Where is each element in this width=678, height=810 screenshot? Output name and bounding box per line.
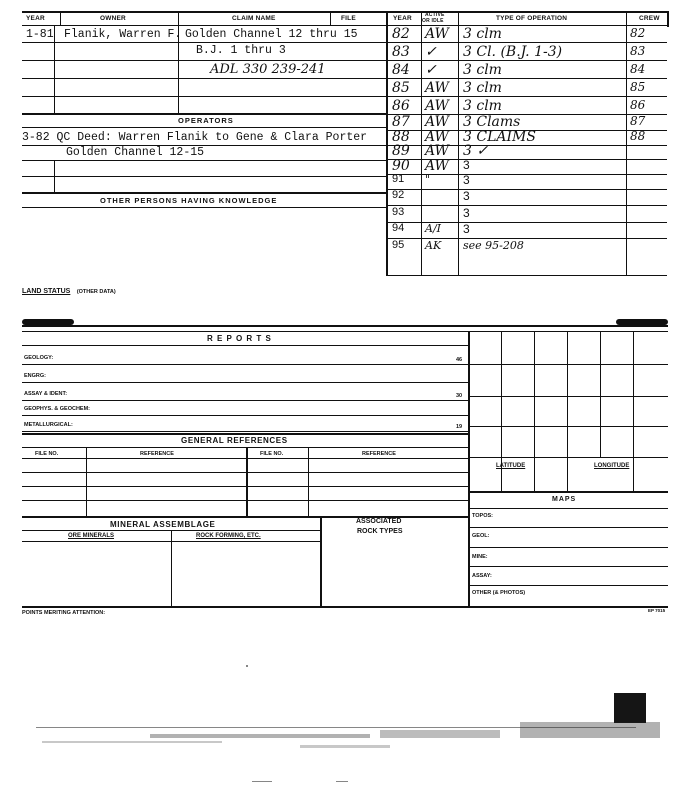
- row-line: [22, 145, 386, 146]
- grid-row: [468, 426, 668, 427]
- divider-status-op: [458, 11, 459, 275]
- activity-crew: 82: [630, 26, 646, 40]
- header-crew: CREW: [639, 15, 660, 22]
- form-id: EP 7015: [648, 608, 666, 613]
- operators-line: [22, 127, 386, 128]
- activity-status: ✓: [425, 44, 437, 60]
- report-geology: GEOLOGY:: [24, 355, 54, 361]
- row-line: [468, 585, 668, 586]
- report-metallurgical-num: 19: [456, 424, 463, 430]
- activity-crew: 83: [630, 44, 646, 58]
- bottom-line: [22, 606, 668, 608]
- claim-name-line2: B.J. 1 thru 3: [196, 44, 286, 57]
- header-type-of-operation: TYPE OF OPERATION: [496, 15, 568, 22]
- report-assay: ASSAY & IDENT:: [24, 391, 68, 397]
- gr-divider: [308, 447, 309, 516]
- row-line: [22, 447, 468, 448]
- header-file: FILE: [341, 15, 356, 22]
- activity-operation: 3: [463, 206, 470, 220]
- other-persons-heading: OTHER PERSONS HAVING KNOWLEDGE: [100, 196, 278, 205]
- points-meriting-attention: POINTS MERITING ATTENTION:: [22, 610, 106, 616]
- activity-year: 82: [392, 26, 410, 42]
- activity-year: 95: [392, 239, 405, 251]
- row-line: [22, 42, 386, 43]
- gr-col-reference-2: REFERENCE: [362, 451, 396, 457]
- divider: [667, 11, 669, 27]
- row-line: [22, 472, 468, 473]
- activity-row-line: [386, 78, 667, 79]
- operator-line2: Golden Channel 12-15: [66, 146, 205, 159]
- general-references-heading: GENERAL REFERENCES: [181, 436, 288, 445]
- divider-op-crew: [626, 11, 627, 275]
- activity-year: 90: [392, 158, 410, 174]
- reports-heading: R E P O R T S: [207, 334, 272, 343]
- activity-operation: 3: [463, 189, 470, 203]
- row-line: [22, 500, 468, 501]
- activity-year: 91: [392, 173, 405, 185]
- owner-name: Flanik, Warren F.: [64, 28, 182, 41]
- grid-col: [600, 331, 601, 457]
- reports-top-line2: [22, 331, 668, 332]
- activity-operation: 3 clm: [463, 98, 502, 114]
- operator-line1: 3-82 QC Deed: Warren Flanik to Gene & Clara Porter: [22, 131, 368, 144]
- map-geol: GEOL:: [472, 533, 490, 539]
- report-assay-num: 30: [456, 393, 463, 399]
- report-metallurgical: METALLURGICAL:: [24, 422, 73, 428]
- activity-year: 89: [392, 143, 410, 159]
- activity-year: 83: [392, 44, 410, 60]
- report-geophys: GEOPHYS. & GEOCHEM:: [24, 406, 91, 412]
- activity-row-line: [386, 96, 667, 97]
- ore-minerals-label: ORE MINERALS: [68, 533, 115, 539]
- header-year-2: YEAR: [393, 15, 412, 22]
- header-or-idle: OR IDLE: [422, 18, 444, 24]
- gr-col-reference: REFERENCE: [140, 451, 174, 457]
- activity-year: 93: [392, 206, 405, 218]
- activity-status: AK: [425, 239, 442, 252]
- divider: [178, 11, 179, 25]
- divider: [60, 11, 61, 25]
- grid-row: [468, 457, 668, 458]
- maps-heading: MAPS: [552, 496, 577, 503]
- claim-handwritten-adl: ADL 330 239-241: [210, 62, 326, 77]
- associated-label: ASSOCIATED: [356, 518, 402, 525]
- grid-col: [633, 331, 634, 491]
- gr-divider: [86, 447, 87, 516]
- map-other: OTHER (& PHOTOS): [472, 590, 526, 596]
- activity-row-line: [386, 189, 667, 190]
- row-line: [22, 113, 386, 115]
- activity-year: 94: [392, 222, 405, 234]
- row-line: [22, 431, 468, 432]
- gr-col-file-no-2: FILE NO.: [260, 451, 284, 457]
- reports-top-line: [22, 325, 668, 327]
- divider: [54, 25, 55, 115]
- activity-operation: 3 clm: [463, 80, 502, 96]
- activity-operation: 3 Cl. (B.J. 1-3): [463, 44, 563, 60]
- row-line: [22, 400, 468, 401]
- row-line: [22, 78, 386, 79]
- grid-col: [534, 331, 535, 491]
- operators-heading: OPERATORS: [178, 116, 234, 125]
- row-line: [22, 364, 468, 365]
- activity-year: 87: [392, 114, 410, 130]
- activity-operation: 3 clm: [463, 26, 502, 42]
- activity-year: 92: [392, 189, 405, 201]
- activity-year: 85: [392, 80, 410, 96]
- activity-status: AW: [425, 98, 449, 114]
- activity-year: 84: [392, 62, 410, 78]
- activity-crew: 87: [630, 114, 646, 128]
- activity-row-line: [386, 205, 667, 206]
- row-line: [468, 547, 668, 548]
- activity-year: 88: [392, 129, 410, 145]
- top-border: [22, 11, 667, 13]
- ma-divider: [320, 516, 322, 606]
- activity-bottom-line: [386, 275, 667, 276]
- owner-year: 1-81: [26, 28, 54, 41]
- activity-crew: 84: [630, 62, 646, 76]
- map-mine: MINE:: [472, 554, 488, 560]
- grid-row: [468, 396, 668, 397]
- activity-year: 86: [392, 98, 410, 114]
- row-line: [22, 60, 386, 61]
- header-claim-name: CLAIM NAME: [232, 15, 276, 22]
- row-line: [22, 96, 386, 97]
- report-geology-num: 46: [456, 357, 463, 363]
- activity-status: ✓: [425, 62, 437, 78]
- grid-col: [567, 331, 568, 491]
- header-owner: OWNER: [100, 15, 126, 22]
- row-line: [22, 458, 468, 459]
- activity-operation: 3 CLAIMS: [463, 129, 536, 145]
- activity-status: AW: [425, 80, 449, 96]
- divider-year-status: [421, 11, 422, 275]
- activity-status: AW: [425, 158, 449, 174]
- row-line: [468, 508, 668, 509]
- longitude-label: LONGITUDE: [594, 463, 630, 469]
- activity-crew: 86: [630, 98, 646, 112]
- header-bottom-line: [22, 25, 667, 26]
- row-line: [468, 527, 668, 528]
- divider: [54, 160, 55, 192]
- activity-status: AW: [425, 129, 449, 145]
- row-line: [22, 486, 468, 487]
- activity-operation: 3: [463, 158, 470, 172]
- activity-crew: 85: [630, 80, 646, 94]
- activity-status: AW: [425, 114, 449, 130]
- report-engrg: ENGRG:: [24, 373, 46, 379]
- activity-crew: 88: [630, 129, 646, 143]
- row-line: [22, 176, 386, 177]
- gr-top-line: [22, 433, 468, 435]
- map-assay: ASSAY:: [472, 573, 492, 579]
- claim-name-line1: Golden Channel 12 thru 15: [185, 28, 358, 41]
- ma-divider: [171, 530, 172, 606]
- row-line: [22, 345, 468, 346]
- activity-operation: 3: [463, 222, 470, 236]
- gr-col-file-no: FILE NO.: [35, 451, 59, 457]
- row-line: [22, 160, 386, 161]
- activity-status: AW: [425, 26, 449, 42]
- activity-status: A/I: [425, 222, 441, 235]
- divider-main: [386, 11, 388, 275]
- header-year: YEAR: [26, 15, 45, 22]
- activity-row-line: [386, 42, 667, 43]
- activity-operation: 3 clm: [463, 62, 502, 78]
- row-line: [22, 415, 468, 416]
- mineral-assemblage-heading: MINERAL ASSEMBLAGE: [110, 520, 216, 529]
- activity-operation: 3 Clams: [463, 114, 521, 130]
- activity-status: ": [425, 173, 431, 186]
- land-status-label: LAND STATUS (OTHER DATA): [22, 288, 116, 295]
- grid-row: [468, 364, 668, 365]
- grid-left-border: [468, 331, 470, 606]
- row-line: [22, 382, 468, 383]
- activity-operation: 3: [463, 173, 470, 187]
- row-line: [468, 566, 668, 567]
- header-active: ACTIVE: [425, 12, 445, 18]
- activity-operation: 3 ✓: [463, 143, 489, 159]
- rock-types-label: ROCK TYPES: [357, 528, 403, 535]
- rock-forming-label: ROCK FORMING, ETC.: [196, 533, 261, 539]
- map-topos: TOPOS:: [472, 513, 493, 519]
- activity-operation: see 95-208: [463, 239, 524, 252]
- activity-status: AW: [425, 143, 449, 159]
- gr-divider: [246, 447, 248, 516]
- row-line: [22, 207, 386, 208]
- divider: [330, 11, 331, 25]
- activity-row-line: [386, 60, 667, 61]
- row-line: [22, 192, 386, 194]
- latitude-label: LATITUDE: [496, 463, 526, 469]
- maps-top-line: [468, 491, 668, 493]
